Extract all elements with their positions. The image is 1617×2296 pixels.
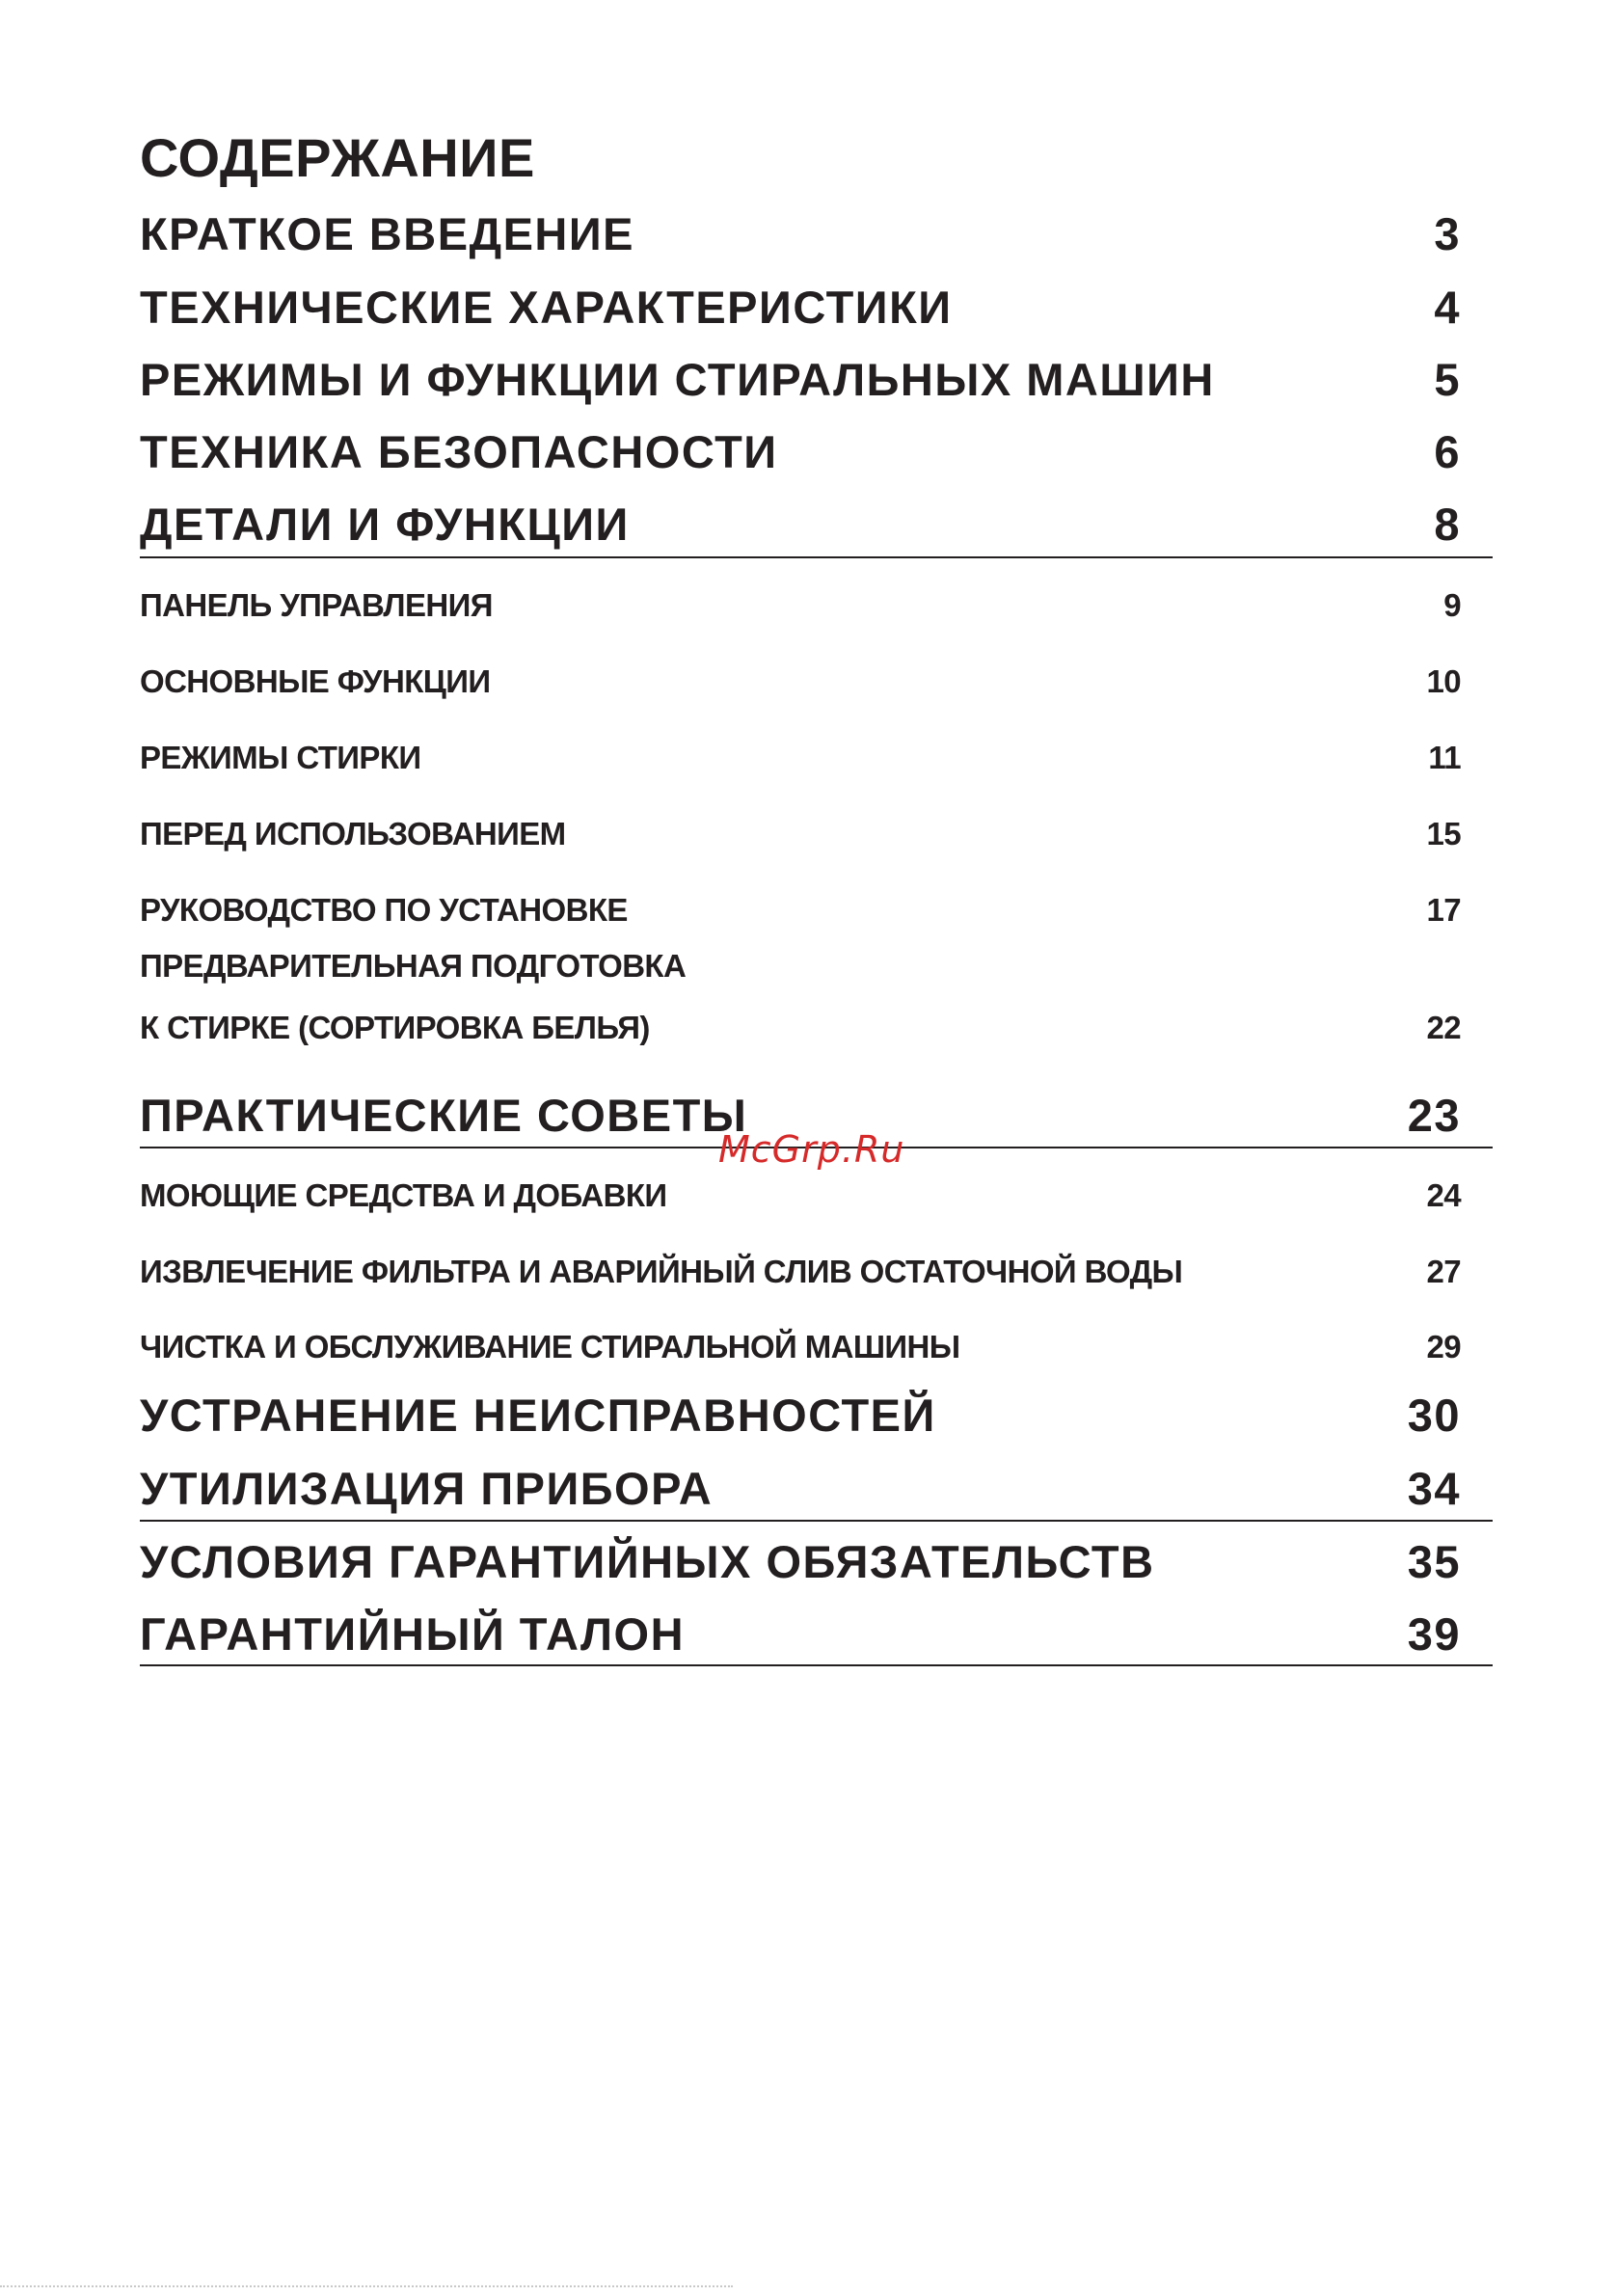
toc-subentry-basic-functions[interactable]	[140, 661, 1461, 703]
toc-entry-warranty-terms[interactable]	[140, 1535, 1461, 1589]
toc-subentry-label: РЕЖИМЫ СТИРКИ	[140, 740, 421, 775]
toc-entry-page: 34	[1407, 1463, 1461, 1514]
toc-entry-specs[interactable]	[140, 281, 1461, 335]
toc-entry-page: 8	[1434, 499, 1461, 550]
toc-subentry-label	[140, 935, 686, 1059]
toc-entry-page: 30	[1407, 1390, 1461, 1441]
toc-subentry-label-line2: К СТИРКЕ (СОРТИРОВКА БЕЛЬЯ)	[140, 1010, 650, 1045]
toc-entry-parts[interactable]	[140, 498, 1461, 552]
toc-entry-troubleshooting[interactable]	[140, 1389, 1461, 1443]
toc-entry-page: 39	[1407, 1608, 1461, 1660]
toc-entry-page: 35	[1407, 1536, 1461, 1587]
toc-subentry-label: ОСНОВНЫЕ ФУНКЦИИ	[140, 663, 491, 699]
toc-entry-label: ГАРАНТИЙНЫЙ ТАЛОН	[140, 1608, 686, 1660]
page-title: СОДЕРЖАНИЕ	[140, 127, 535, 188]
toc-entry-label: УСТРАНЕНИЕ НЕИСПРАВНОСТЕЙ	[140, 1390, 936, 1441]
toc-subentry-page: 15	[1426, 816, 1461, 851]
toc-subentry-page: 29	[1426, 1329, 1461, 1364]
section-divider	[140, 1520, 1493, 1522]
toc-subentry-filter-drain[interactable]	[140, 1251, 1461, 1293]
toc-subentry-wash-modes[interactable]	[140, 737, 1461, 779]
toc-entry-label: КРАТКОЕ ВВЕДЕНИЕ	[140, 208, 635, 259]
toc-entry-brief-intro[interactable]	[140, 207, 1461, 261]
toc-subentry-cleaning[interactable]	[140, 1326, 1461, 1368]
toc-entry-label: УТИЛИЗАЦИЯ ПРИБОРА	[140, 1463, 714, 1514]
toc-entry-page: 5	[1434, 354, 1461, 405]
toc-entry-page: 3	[1434, 208, 1461, 259]
toc-subentry-label: РУКОВОДСТВО ПО УСТАНОВКЕ	[140, 892, 628, 928]
toc-entry-label: ТЕХНИЧЕСКИЕ ХАРАКТЕРИСТИКИ	[140, 282, 953, 333]
toc-subentry-label: ИЗВЛЕЧЕНИЕ ФИЛЬТРА И АВАРИЙНЫЙ СЛИВ ОСТАТОЧНОЙ ВОДЫ	[140, 1254, 1183, 1289]
toc-subentry-page: 17	[1426, 892, 1461, 928]
toc-entry-disposal[interactable]	[140, 1462, 1461, 1516]
toc-entry-label: УСЛОВИЯ ГАРАНТИЙНЫХ ОБЯЗАТЕЛЬСТВ	[140, 1536, 1155, 1587]
toc-subentry-label: ПЕРЕД ИСПОЛЬЗОВАНИЕМ	[140, 816, 566, 851]
toc-entry-page: 6	[1434, 426, 1461, 477]
footer-print-marks	[0, 2285, 733, 2291]
toc-subentry-page: 27	[1426, 1254, 1461, 1289]
toc-subentry-detergents[interactable]	[140, 1175, 1461, 1217]
toc-subentry-page: 22	[1426, 1010, 1461, 1045]
watermark: McGrp.Ru	[718, 1128, 905, 1171]
toc-entry-modes[interactable]	[140, 353, 1461, 407]
toc-subentry-before-use[interactable]	[140, 813, 1461, 855]
toc-subentry-installation[interactable]	[140, 889, 1461, 932]
toc-subentry-label: ПАНЕЛЬ УПРАВЛЕНИЯ	[140, 587, 493, 623]
toc-entry-safety[interactable]	[140, 425, 1461, 479]
toc-subentry-label: МОЮЩИЕ СРЕДСТВА И ДОБАВКИ	[140, 1177, 667, 1213]
section-divider	[140, 556, 1493, 558]
toc-entry-label: ПРАКТИЧЕСКИЕ СОВЕТЫ	[140, 1090, 748, 1141]
toc-entry-page: 4	[1434, 282, 1461, 333]
toc-subentry-page: 11	[1428, 740, 1461, 775]
toc-subentry-page: 9	[1443, 587, 1461, 623]
toc-entry-label: ДЕТАЛИ И ФУНКЦИИ	[140, 499, 630, 550]
toc-subentry-preparation[interactable]	[140, 948, 1461, 1059]
toc-entry-warranty-card[interactable]	[140, 1607, 1461, 1661]
toc-entry-label: РЕЖИМЫ И ФУНКЦИИ СТИРАЛЬНЫХ МАШИН	[140, 354, 1215, 405]
toc-subentry-page: 10	[1426, 663, 1461, 699]
toc-entry-page: 23	[1407, 1090, 1461, 1141]
toc-subentry-label-line1: ПРЕДВАРИТЕЛЬНАЯ ПОДГОТОВКА	[140, 948, 687, 984]
toc-subentry-label: ЧИСТКА И ОБСЛУЖИВАНИЕ СТИРАЛЬНОЙ МАШИНЫ	[140, 1329, 960, 1364]
toc-subentry-page: 24	[1426, 1177, 1461, 1213]
section-divider	[140, 1664, 1493, 1666]
toc-subentry-control-panel[interactable]	[140, 584, 1461, 627]
toc-entry-label: ТЕХНИКА БЕЗОПАСНОСТИ	[140, 426, 778, 477]
